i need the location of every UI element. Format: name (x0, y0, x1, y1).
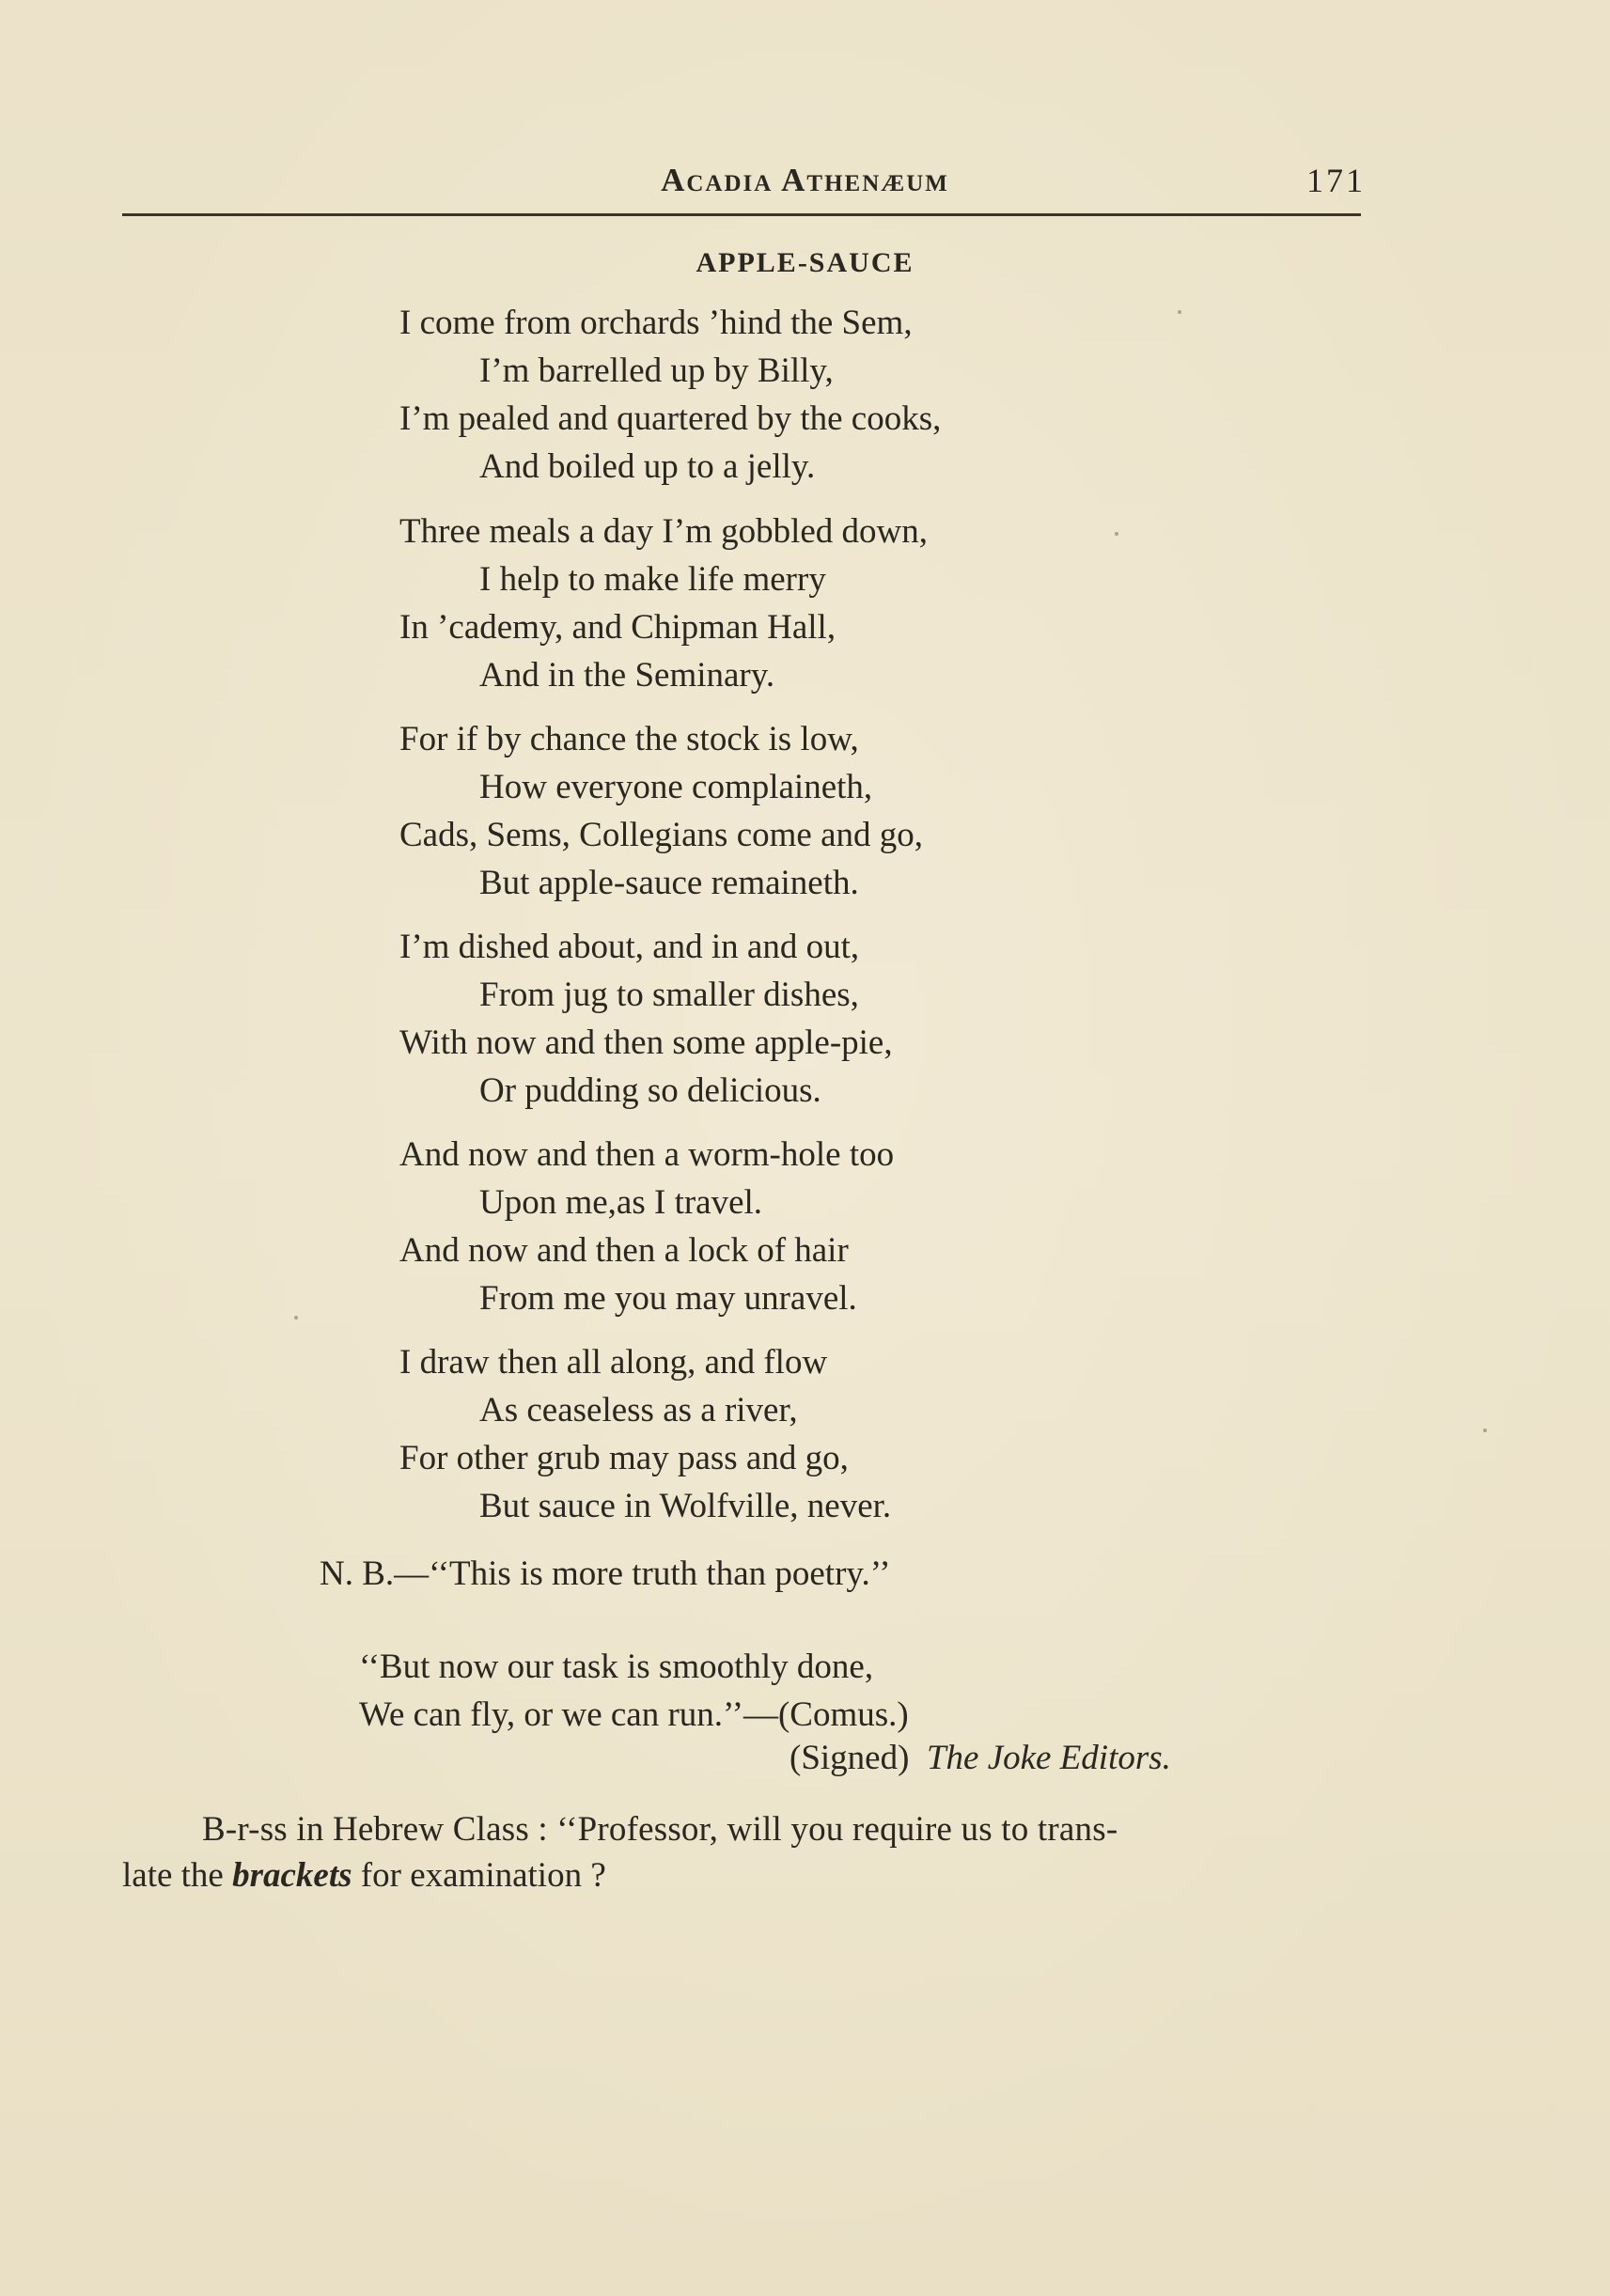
poem-line: I draw then all along, and flow (399, 1343, 828, 1382)
poem-line: And in the Seminary. (479, 656, 775, 695)
poem-title: APPLE-SAUCE (696, 247, 914, 278)
stanza-3 (399, 715, 923, 907)
quote-line: We can fly, or we can run.’’—(Comus.) (359, 1695, 909, 1734)
stanza-1 (399, 299, 941, 491)
paper-speck (294, 1316, 298, 1320)
poem-line: And boiled up to a jelly. (479, 447, 816, 486)
poem-line: Or pudding so delicious. (479, 1071, 821, 1110)
poem-line: From me you may unravel. (479, 1279, 857, 1318)
stanza-5 (399, 1131, 894, 1322)
page-number: 171 (1306, 162, 1366, 199)
poem-line: From jug to smaller dishes, (479, 976, 859, 1014)
stanza-6 (399, 1338, 891, 1530)
paragraph-line (122, 1852, 1372, 1898)
nota-bene: N. B.—‘‘This is more truth than poetry.’’ (320, 1554, 891, 1593)
header-rule (122, 213, 1361, 216)
stanza-4 (399, 923, 893, 1115)
poem-line: I help to make life merry (479, 560, 826, 599)
poem-line: I’m dished about, and in and out, (399, 928, 860, 966)
paper-speck (1178, 310, 1181, 314)
poem-line: Upon me,as I travel. (479, 1183, 763, 1222)
poem-line: And now and then a worm-hole too (399, 1135, 895, 1174)
emphasized-word: brackets (232, 1856, 352, 1895)
stanza-2 (399, 508, 928, 699)
poem-line: For if by chance the stock is low, (399, 720, 859, 758)
closing-paragraph (122, 1806, 1372, 1898)
poem-line: In ’cademy, and Chipman Hall, (399, 608, 836, 647)
poem-line: As ceaseless as a river, (479, 1391, 798, 1429)
paragraph-text: for examination ? (352, 1856, 606, 1895)
paragraph-line: B-r-ss in Hebrew Class : ‘‘Professor, will you require us to trans- (202, 1810, 1118, 1849)
poem-line: Cads, Sems, Collegians come and go, (399, 816, 923, 854)
paragraph-text: late the (122, 1856, 233, 1895)
signed-name: The Joke Editors. (926, 1739, 1171, 1777)
poem-line: I come from orchards ’hind the Sem, (399, 304, 913, 342)
poem-line: With now and then some apple-pie, (399, 1023, 893, 1062)
signature (789, 1735, 1171, 1782)
poem-line: I’m barrelled up by Billy, (479, 351, 834, 390)
poem-line: For other grub may pass and go, (399, 1439, 849, 1477)
poem-line: And now and then a lock of hair (399, 1231, 849, 1270)
quote-line: ‘‘But now our task is smoothly done, (359, 1648, 874, 1686)
poem-line: I’m pealed and quartered by the cooks, (399, 399, 942, 438)
poem-line: How everyone complaineth, (479, 768, 873, 806)
poem-line: But sauce in Wolfville, never. (479, 1487, 892, 1525)
paper-speck (1483, 1429, 1487, 1432)
poem-line: Three meals a day I’m gobbled down, (399, 512, 929, 551)
poem-line: But apple-sauce remaineth. (479, 864, 859, 902)
signed-label: (Signed) (789, 1739, 910, 1777)
quote-block (359, 1643, 909, 1739)
running-header-title: Acadia Athenæum (661, 162, 949, 198)
paper-speck (1115, 532, 1118, 536)
